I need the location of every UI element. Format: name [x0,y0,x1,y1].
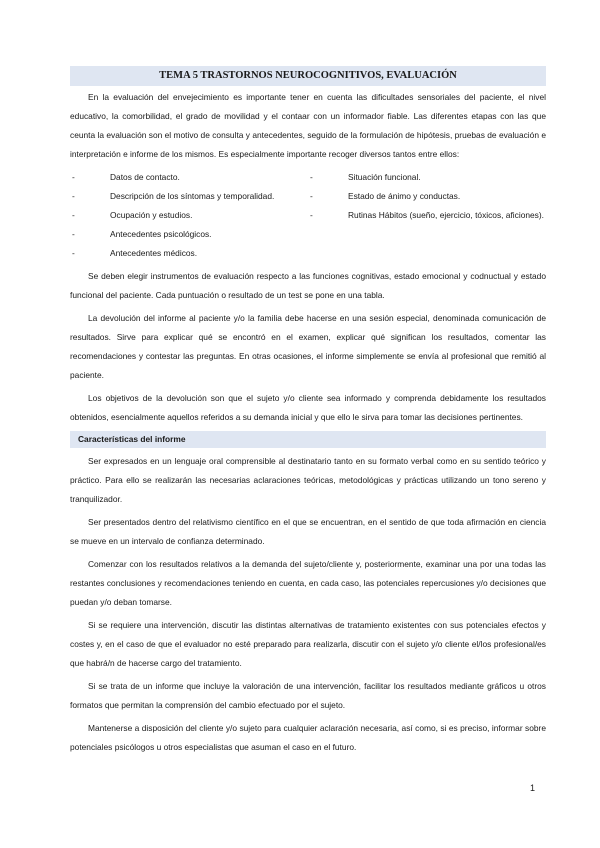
body-paragraph: Mantenerse a disposición del cliente y/o sujeto para cualquier aclaración necesaria, así como, si es preciso, informar sobre potenciales psicólogos u otros especialistas que asuman el caso en el futuro. [70,723,546,752]
bullet-dash: - [310,191,313,201]
intro-paragraph: En la evaluación del envejecimiento es importante tener en cuenta las dificultades sensoriales del paciente, el nivel educativo, la comorbilidad, el grado de movilidad y el contaar con un informador fiable. Las diferentes etapas con las que ceunta la evaluación son el motivo de consulta y antecedentes, seguido de la formulación de hipótesis, pruebas de evaluación e interpretación e informe de los mismos. Es especialmente importante recoger diversos tantos entre ellos: [70,92,546,159]
list-item [308,187,546,206]
list-item-text: Situación funcional. [348,172,421,182]
bullet-dash: - [72,210,75,220]
body-paragraph: Si se trata de un informe que incluye la valoración de una intervención, facilitar los resultados mediante gráficos u otros formatos que permitan la comprensión del cambio efectuado por el sujeto. [70,681,546,710]
bullet-dash: - [72,229,75,239]
bullet-dash: - [72,191,75,201]
body-paragraph: Se deben elegir instrumentos de evaluación respecto a las funciones cognitivas, estado emocional y codnuctual y estado funcional del paciente. Cada puntuación o resultado de un test se pone en una tabla. [70,271,546,300]
body-paragraph: Ser expresados en un lenguaje oral comprensible al destinatario tanto en su formato verbal como en su sentido teórico y práctico. Para ello se realizarán las necesarias aclaraciones teóricas, metodológicas y prácticas utilizando un tono sereno y tranquilizador. [70,456,546,504]
bullet-list [70,168,546,263]
list-item [70,187,308,206]
section-heading: Características del informe [70,431,546,448]
bullet-column-left [70,168,308,263]
list-item-text: Ocupación y estudios. [110,210,193,220]
body-paragraph: Si se requiere una intervención, discutir las distintas alternativas de tratamiento existentes con sus potenciales efectos y costes y, en el caso de que el evaluador no esté preparado para realizarla, discutir con el sujeto y/o cliente el/los profesional/es que habrá/n de hacerse cargo del tratamiento. [70,620,546,668]
document-title: TEMA 5 TRASTORNOS NEUROCOGNITIVOS, EVALUACIÓN [70,66,546,86]
body-paragraph: La devolución del informe al paciente y/o la familia debe hacerse en una sesión especial, denominada comunicación de resultados. Sirve para explicar qué se encontró en el examen, explicar qué significan los resultados, comentar las recomendaciones y contestar las preguntas. En otras ocasiones, el informe simplemente se envía al profesional que remitió al paciente. [70,313,546,380]
list-item [70,168,308,187]
bullet-dash: - [310,172,313,182]
list-item [308,206,546,225]
list-item [308,168,546,187]
list-item [70,225,308,244]
list-item-text: Antecedentes médicos. [110,248,198,258]
list-item [70,206,308,225]
list-item-text: Rutinas Hábitos (sueño, ejercicio, tóxicos, aficiones). [348,210,544,220]
bullet-dash: - [72,172,75,182]
document-page [70,66,546,761]
body-paragraph: Comenzar con los resultados relativos a la demanda del sujeto/cliente y, posteriormente, examinar una por una todas las restantes conclusiones y recomendaciones teniendo en cuenta, en cada caso, las potenciales repercusiones y/o decisiones que puedan y/o deban tomarse. [70,559,546,607]
bullet-dash: - [72,248,75,258]
bullet-column-right [308,168,546,263]
body-paragraph: Los objetivos de la devolución son que el sujeto y/o cliente sea informado y comprenda debidamente los resultados obtenidos, esencialmente aquellos referidos a su demanda inicial y que ello le sirva para tomar las decisiones pertinentes. [70,393,546,422]
body-paragraph: Ser presentados dentro del relativismo científico en el que se encuentran, en el sentido de que toda afirmación en ciencia se mueve en un intervalo de confianza determinado. [70,517,546,546]
list-item-text: Estado de ánimo y conductas. [348,191,461,201]
page-number: 1 [530,783,536,793]
list-item [70,244,308,263]
list-item-text: Datos de contacto. [110,172,180,182]
list-item-text: Antecedentes psicológicos. [110,229,212,239]
list-item-text: Descripción de los síntomas y temporalidad. [110,191,275,201]
bullet-dash: - [310,210,313,220]
